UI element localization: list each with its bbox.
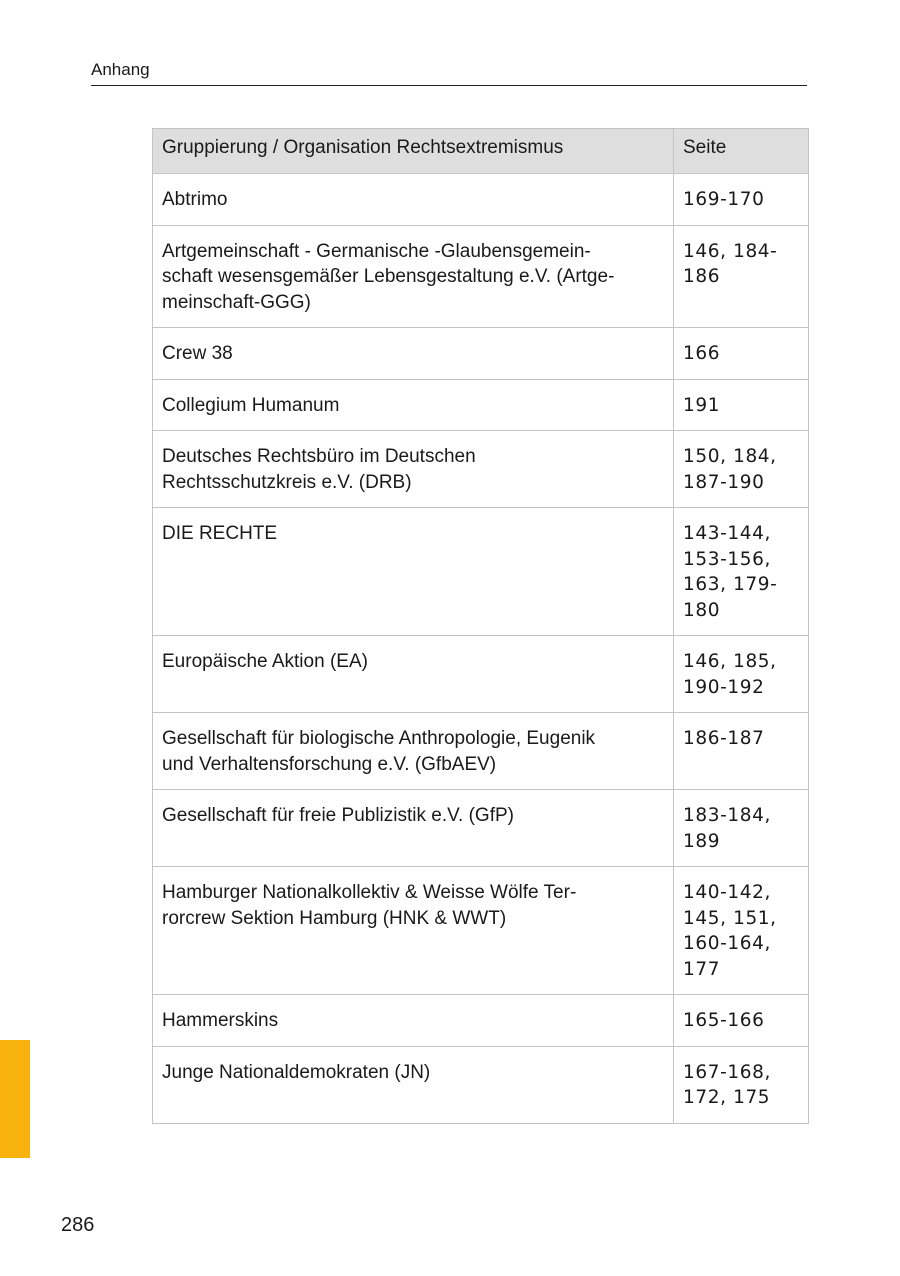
- table-header-row: [153, 129, 809, 174]
- table-row: [153, 328, 809, 380]
- organisation-name: Gesellschaft für biologische Anthropologie, Eugenik und Verhaltensforschung e.V. (GfbAEV): [153, 713, 674, 790]
- organisation-name: Europäische Aktion (EA): [153, 636, 674, 713]
- organisation-name: Abtrimo: [153, 174, 674, 226]
- table-row: [153, 225, 809, 328]
- organisation-name: Junge Nationaldemokraten (JN): [153, 1046, 674, 1123]
- page-reference: 146, 185, 190-192: [674, 636, 809, 713]
- page-reference: 191: [674, 379, 809, 431]
- table-row: [153, 431, 809, 508]
- organisation-name: DIE RECHTE: [153, 508, 674, 636]
- organisation-name: Gesellschaft für freie Publizistik e.V. (GfP): [153, 790, 674, 867]
- chapter-marker-tab: [0, 1040, 30, 1158]
- organisation-name: Hammerskins: [153, 995, 674, 1047]
- table-row: [153, 995, 809, 1047]
- page-number: 286: [61, 1214, 95, 1236]
- page-reference: 169-170: [674, 174, 809, 226]
- page-reference: 186-187: [674, 713, 809, 790]
- table-row: [153, 636, 809, 713]
- page-reference: 140-142, 145, 151, 160-164, 177: [674, 867, 809, 995]
- running-header: [91, 59, 807, 86]
- table-row: [153, 867, 809, 995]
- page-reference: 165-166: [674, 995, 809, 1047]
- table-row: [153, 174, 809, 226]
- table-row: [153, 713, 809, 790]
- column-header-organisation: Gruppierung / Organisation Rechtsextremismus: [153, 129, 674, 174]
- page-reference: 183-184, 189: [674, 790, 809, 867]
- section-title: Anhang: [91, 60, 150, 79]
- organisation-name: Hamburger Nationalkollektiv & Weisse Wölfe Ter- rorcrew Sektion Hamburg (HNK & WWT): [153, 867, 674, 995]
- table-row: [153, 508, 809, 636]
- organisation-name: Artgemeinschaft - Germanische -Glaubensgemein- schaft wesensgemäßer Lebensgestaltung e.V. (Artge- meinschaft-GGG): [153, 225, 674, 328]
- index-table: [152, 128, 809, 1124]
- table-row: [153, 379, 809, 431]
- page-reference: 166: [674, 328, 809, 380]
- organisation-name: Crew 38: [153, 328, 674, 380]
- page-reference: 143-144, 153-156, 163, 179- 180: [674, 508, 809, 636]
- organisation-name: Deutsches Rechtsbüro im Deutschen Rechtsschutzkreis e.V. (DRB): [153, 431, 674, 508]
- page-reference: 167-168, 172, 175: [674, 1046, 809, 1123]
- page-reference: 150, 184, 187-190: [674, 431, 809, 508]
- table-row: [153, 790, 809, 867]
- page-reference: 146, 184- 186: [674, 225, 809, 328]
- table-body: [153, 174, 809, 1124]
- column-header-page: Seite: [674, 129, 809, 174]
- table-row: [153, 1046, 809, 1123]
- organisation-name: Collegium Humanum: [153, 379, 674, 431]
